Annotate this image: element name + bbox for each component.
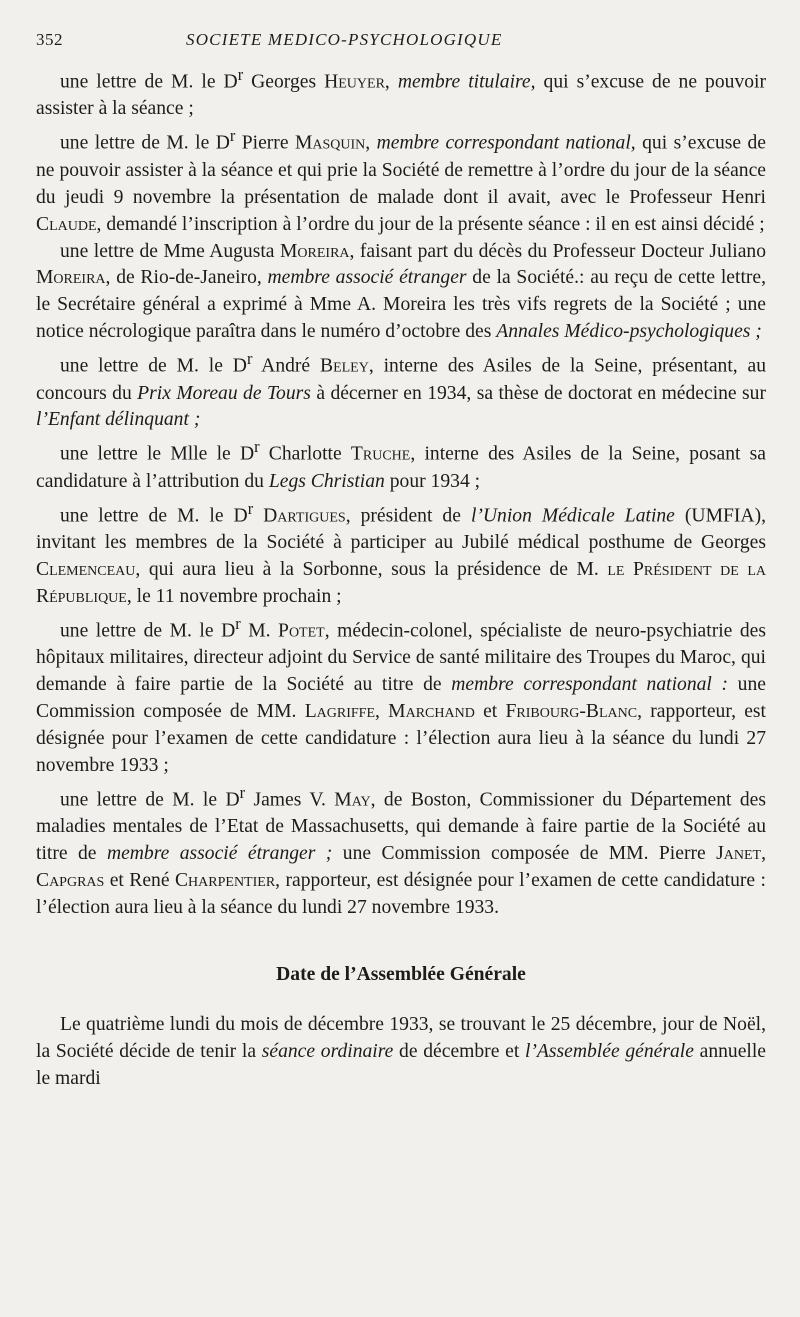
text-run: ,	[384, 71, 398, 93]
text-run	[253, 505, 263, 526]
text-run: , de Boston, Commissioner du Département des maladies mentales de l’Etat de Massachusetts, qui demande à faire partie de la Société au titre de	[36, 789, 767, 865]
letter-paragraph	[36, 62, 766, 123]
text-run: r	[239, 782, 246, 802]
section-heading: Date de l’Assemblée Générale	[276, 963, 526, 985]
text-run: une lettre de M. le D	[60, 132, 230, 154]
text-run: Charlotte	[259, 443, 351, 465]
text-run: qui s’excuse de ne pouvoir assister à la séance ;	[36, 71, 767, 120]
text-run: Pierre	[235, 132, 295, 154]
proper-name: Capgras	[36, 870, 105, 892]
text-run: M.	[240, 620, 279, 642]
text-run: , rapporteur, est désignée pour l’examen de cette candidature : l’élection aura lieu à la séance du lundi 27 novembre 1933 ;	[36, 701, 766, 776]
text-run: , qui aura lieu à la Sorbonne, sous la présidence de M.	[135, 559, 608, 581]
text-run: , interne des Asiles de la Seine, posant sa candidature à l’attribution du	[36, 443, 766, 492]
italic-text: membre correspondant national :	[451, 674, 729, 696]
italic-text: Prix Moreau de Tours	[137, 382, 311, 404]
italic-text: membre associé étranger	[267, 267, 467, 289]
text-run: une lettre de M. le D	[60, 505, 248, 527]
proper-name: Beley	[320, 355, 369, 377]
text-run: , médecin-colonel, spécialiste de neuro-psychiatrie des hôpitaux militaires, directeur adjoint du Service de santé militaire des Troupes du Maroc, qui demande à faire partie de la Société au titre de	[36, 620, 766, 696]
text-run: , interne des Asiles de la Seine, présentant, au concours du	[36, 355, 767, 404]
proper-name: Clemenceau	[36, 559, 136, 581]
proper-name: le Président de la République	[36, 559, 766, 607]
text-run: , demandé l’inscription à l’ordre du jour de la présente séance : il en est ainsi décidé ;	[96, 213, 765, 235]
text-run: une lettre de M. le D	[60, 789, 240, 811]
text-run: , rapporteur, est désignée pour l’examen de cette candidature : l’élection aura lieu à la séance du lundi 27 novembre 1933.	[36, 870, 766, 918]
proper-name: Charpentier	[174, 870, 276, 892]
proper-name: Truche	[350, 443, 411, 465]
text-run: r	[229, 126, 236, 146]
text-run: une lettre de M. le D	[60, 355, 247, 377]
text-run: une lettre de M. le D	[60, 620, 236, 642]
text-run: qui s’excuse de ne pouvoir assister à la séance et qui prie la Société de remettre à l’ordre du jour de la séance du jeudi 9 novembre la présentation de malade dont il avait, avec le Professeur Henri	[36, 132, 767, 208]
text-run: une lettre le Mlle le D	[60, 443, 255, 465]
text-run: et René	[104, 870, 175, 892]
text-run: , de Rio-de-Janeiro,	[105, 267, 268, 289]
text-run: r	[254, 437, 260, 457]
text-run: et	[474, 701, 506, 723]
section-paragraph	[36, 1012, 766, 1093]
italic-text: Annales Médico-psychologiques ;	[496, 321, 762, 343]
letter-paragraph	[36, 496, 766, 611]
proper-name: Fribourg-Blanc	[505, 701, 638, 723]
proper-name: Moreira	[36, 267, 106, 289]
text-run: une Commission composée de MM. Pierre	[332, 843, 717, 865]
text-run: , faisant part du décès du Professeur Docteur Juliano	[349, 240, 766, 262]
letter-paragraph	[36, 434, 766, 495]
proper-name: Lagriffe	[304, 701, 376, 723]
letter-paragraph	[36, 346, 766, 434]
text-run: Le quatrième lundi du mois de décembre 1933, se trouvant le 25 décembre, jour de Noël, la Société décide de tenir la	[36, 1013, 766, 1062]
text-run: une lettre de Mme Augusta	[60, 240, 280, 262]
text-run: ,	[375, 701, 389, 723]
text-run: de la Société.: au reçu de cette lettre, le Secrétaire général a exprimé à Mme A. Moreira les très vifs regrets de la Société ; une notice nécrologique paraîtra dans le numéro d’octobre des	[36, 267, 767, 343]
italic-text: membre correspondant national,	[376, 132, 636, 154]
page-number: 352	[36, 30, 63, 49]
text-run: r	[247, 498, 254, 518]
proper-name: Heuyer	[324, 71, 385, 93]
section-body	[36, 1012, 766, 1093]
running-header	[36, 30, 766, 50]
italic-text: membre associé étranger ;	[106, 843, 333, 865]
italic-text: membre titulaire,	[397, 71, 536, 93]
letter-paragraph	[36, 611, 766, 780]
letter-paragraph	[36, 239, 766, 347]
letter-paragraph	[36, 123, 766, 238]
italic-text: Legs Christian	[268, 470, 385, 492]
italic-text: l’Assemblée générale	[524, 1040, 694, 1062]
italic-text: l’Union Médicale Latine	[470, 505, 675, 527]
proper-name: Marchand	[388, 701, 475, 723]
proper-name: Janet	[716, 843, 762, 865]
text-run: André	[252, 355, 320, 377]
text-run: ,	[365, 132, 377, 154]
proper-name: May	[334, 789, 371, 811]
proper-name: Dartigues	[263, 505, 346, 527]
text-run: Georges	[243, 71, 325, 93]
text-run: (UMFIA), invitant les membres de la Société à participer au Jubilé médical posthume de Georges	[36, 505, 766, 554]
text-run: de décembre et	[393, 1040, 525, 1062]
letter-paragraph	[36, 780, 766, 922]
body-text	[36, 62, 766, 1093]
text-run: une Commission composée de MM.	[36, 674, 766, 723]
text-run: ,	[761, 843, 766, 865]
letters-list	[36, 62, 766, 922]
text-run: r	[246, 349, 253, 369]
text-run: , le 11 novembre prochain ;	[126, 585, 342, 607]
text-run: , président de	[345, 505, 471, 527]
proper-name: Claude	[36, 213, 97, 235]
text-run: James V.	[245, 789, 335, 811]
proper-name: Masquin	[294, 132, 366, 154]
text-run: à décerner en 1934, sa thèse de doctorat en médecine sur	[310, 382, 766, 404]
italic-text: l’Enfant délinquant ;	[36, 409, 201, 431]
journal-title: SOCIETE MEDICO-PSYCHOLOGIQUE	[186, 30, 503, 49]
text-run: annuelle le mardi	[36, 1040, 766, 1089]
text-run: une lettre de M. le D	[60, 71, 238, 93]
text-run: r	[235, 613, 241, 633]
text-run: r	[237, 65, 244, 84]
proper-name: Moreira	[279, 240, 350, 262]
text-run: pour 1934 ;	[384, 470, 481, 492]
italic-text: séance ordinaire	[261, 1040, 394, 1062]
proper-name: Potet	[278, 620, 325, 642]
